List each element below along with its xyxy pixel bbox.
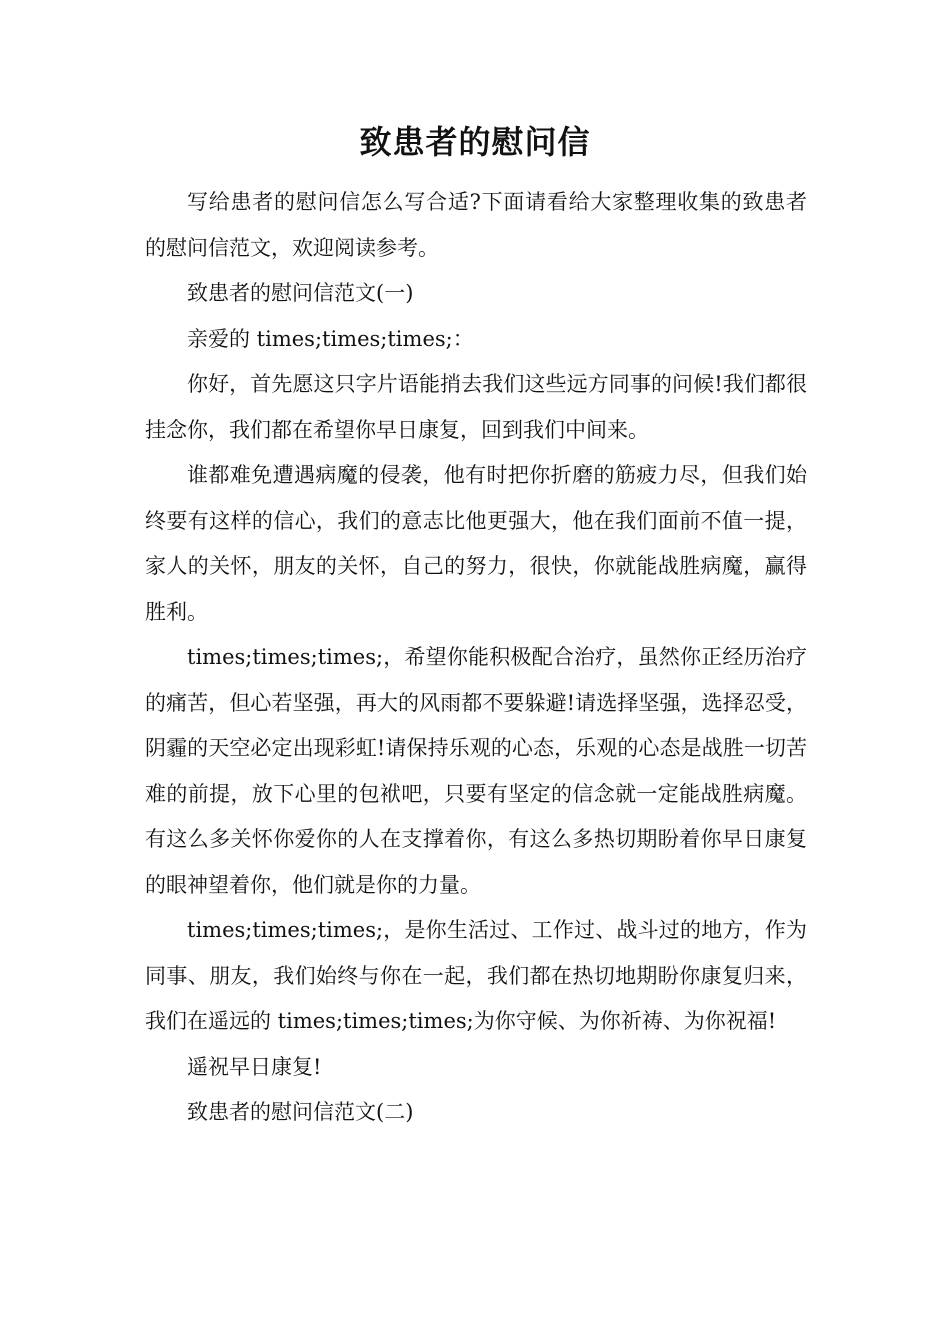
salutation: 亲爱的 times;times;times;：: [187, 326, 474, 351]
intro-paragraph: 写给患者的慰问信怎么写合适?下面请看给大家整理收集的致患者的慰问信范文，欢迎阅读参考。: [145, 190, 807, 260]
sample-heading-1: 致患者的慰问信范文(一): [187, 281, 414, 305]
document-title: 致患者的慰问信: [359, 123, 591, 161]
body-paragraph: 谁都难免遭遇病魔的侵袭，他有时把你折磨的筋疲力尽，但我们始终要有这样的信心，我们的意志比他更强大，他在我们面前不值一提，家人的关怀，朋友的关怀，自己的努力，很快，你就能战胜病魔，赢得胜利。: [145, 463, 807, 624]
body-paragraph: 你好，首先愿这只字片语能捎去我们这些远方同事的问候!我们都很挂念你，我们都在希望你早日康复，回到我们中间来。: [145, 372, 807, 442]
body-paragraph: times;times;times;，是你生活过、工作过、战斗过的地方，作为同事、朋友，我们始终与你在一起，我们都在热切地期盼你康复归来，我们在遥远的 times;times;times;为你守候、为你祈祷、为你祝福!: [145, 918, 807, 1033]
closing-wish: 遥祝早日康复!: [187, 1054, 322, 1079]
sample-heading-2: 致患者的慰问信范文(二): [187, 1100, 414, 1124]
document-body: [145, 180, 807, 1136]
body-paragraph: times;times;times;，希望你能积极配合治疗，虽然你正经历治疗的痛苦，但心若坚强，再大的风雨都不要躲避!请选择坚强，选择忍受，阴霾的天空必定出现彩虹!请保持乐观的心态，乐观的心态是战胜一切苦难的前提，放下心里的包袱吧，只要有坚定的信念就一定能战胜病魔。有这么多关怀你爱你的人在支撑着你，有这么多热切期盼着你早日康复的眼神望着你，他们就是你的力量。: [145, 645, 807, 897]
